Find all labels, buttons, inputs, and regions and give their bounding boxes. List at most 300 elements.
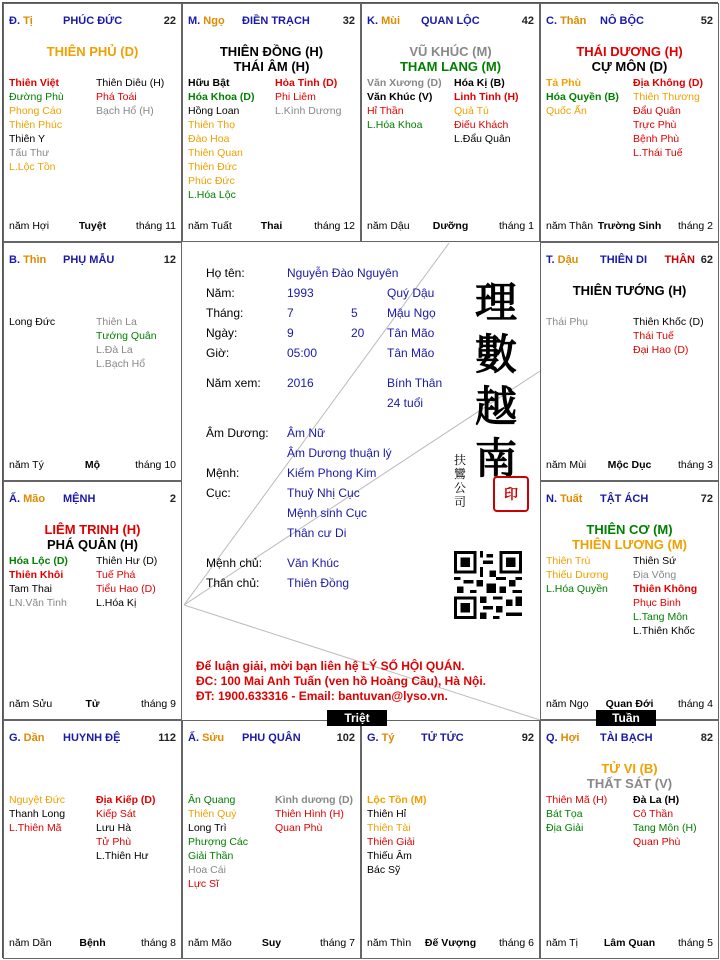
palace-year: năm Dậu bbox=[367, 220, 410, 232]
palace-year: năm Thân bbox=[546, 220, 594, 232]
main-stars bbox=[183, 44, 360, 74]
palace-month: tháng 6 bbox=[498, 937, 534, 949]
minor-star[interactable]: Văn Xương (D) bbox=[367, 77, 442, 89]
palace-branch: Dần bbox=[23, 732, 45, 744]
value-menh-chu: Văn Khúc bbox=[287, 556, 340, 570]
tuvi-board bbox=[2, 2, 718, 958]
minor-star[interactable]: Tướng Quân bbox=[96, 330, 157, 342]
minor-star[interactable]: Thiên La bbox=[96, 316, 137, 328]
minor-star[interactable]: Phá Toái bbox=[96, 91, 137, 103]
palace-footer bbox=[546, 220, 713, 233]
value-nam: 1993 bbox=[287, 286, 314, 300]
minor-star[interactable]: L.Thiên Khốc bbox=[633, 625, 695, 637]
palace-name: ĐIỀN TRẠCH bbox=[242, 15, 310, 27]
label-nam: Năm: bbox=[206, 286, 235, 300]
minor-star[interactable]: Địa Kiếp (D) bbox=[96, 794, 156, 806]
value-nam-xem-can: Bính Thân bbox=[387, 376, 443, 390]
palace-stem: M. bbox=[188, 15, 204, 27]
palace-branch: Tị bbox=[23, 15, 33, 27]
palace-name: TỬ TỨC bbox=[421, 732, 464, 744]
minor-star[interactable]: Bạch Hổ (H) bbox=[96, 105, 154, 117]
main-stars bbox=[4, 44, 181, 59]
palace-footer bbox=[9, 937, 176, 950]
minor-star[interactable]: Kiếp Sát bbox=[96, 808, 136, 820]
minor-star[interactable]: Đà La (H) bbox=[633, 794, 680, 806]
palace-age: 92 bbox=[521, 732, 534, 744]
main-star[interactable]: THIÊN ĐỒNG (H) bbox=[219, 44, 324, 59]
minor-star[interactable]: L.Hóa Lộc bbox=[188, 189, 236, 201]
main-star[interactable]: LIÊM TRINH (H) bbox=[44, 522, 141, 537]
palace-footer bbox=[367, 937, 534, 950]
minor-star[interactable]: Hoa Cái bbox=[188, 864, 226, 876]
palace-year: năm Tý bbox=[9, 459, 44, 471]
label-than-chu: Thân chủ: bbox=[206, 576, 260, 590]
value-am-duong: Âm Nữ bbox=[287, 426, 326, 440]
palace-name: THIÊN DI bbox=[600, 254, 648, 266]
main-star[interactable]: VŨ KHÚC (M) bbox=[409, 44, 492, 59]
palace-branch: Tuất bbox=[560, 493, 583, 505]
palace-name: NÔ BỘC bbox=[600, 15, 644, 27]
minor-star[interactable]: Thiên Không bbox=[633, 583, 698, 595]
minor-star[interactable]: Thái Phụ bbox=[546, 316, 589, 328]
minor-star[interactable]: Hữu Bật bbox=[188, 77, 230, 89]
palace-life-stage: Đế Vượng bbox=[424, 937, 477, 949]
palace-footer bbox=[367, 220, 534, 233]
palace-year: năm Hợi bbox=[9, 220, 50, 232]
minor-star[interactable]: L.Thiên Mã bbox=[9, 822, 62, 834]
palace-than-tag: THÂN bbox=[664, 254, 695, 266]
minor-star[interactable]: Giải Thần bbox=[188, 850, 234, 862]
minor-star[interactable]: Thiên Tài bbox=[367, 822, 411, 834]
main-star[interactable]: THIÊN CƠ (M) bbox=[586, 522, 673, 537]
label-nam-xem: Năm xem: bbox=[206, 376, 261, 390]
minor-star[interactable]: L.Lộc Tồn bbox=[9, 161, 56, 173]
palace-cell[interactable] bbox=[3, 3, 182, 242]
minor-star[interactable]: Hóa Khoa (D) bbox=[188, 91, 255, 103]
palace-month: tháng 3 bbox=[677, 459, 713, 471]
value-than-chu: Thiên Đồng bbox=[287, 576, 350, 590]
value-nam-xem: 2016 bbox=[287, 376, 314, 390]
palace-year: năm Ngọ bbox=[546, 698, 589, 710]
minor-star[interactable]: Đẩu Quân bbox=[633, 105, 681, 117]
value-ngay: 9 bbox=[287, 326, 294, 340]
main-stars bbox=[362, 44, 539, 74]
left-star-list bbox=[9, 793, 65, 835]
palace-life-stage: Dưỡng bbox=[432, 220, 469, 232]
main-star[interactable]: THẤT SÁT (V) bbox=[586, 776, 673, 791]
calligraphy-logo: 理數越南 bbox=[474, 278, 517, 483]
minor-star[interactable]: Hồng Loan bbox=[188, 105, 240, 117]
right-star-list bbox=[96, 793, 156, 863]
minor-star[interactable]: Phi Liêm bbox=[275, 91, 316, 103]
palace-age: 112 bbox=[158, 732, 176, 744]
value-menh: Kiếm Phong Kim bbox=[287, 466, 377, 480]
palace-life-stage: Mộc Dục bbox=[607, 459, 652, 471]
minor-star[interactable]: Thiên Y bbox=[9, 133, 45, 145]
palace-life-stage: Thai bbox=[260, 220, 283, 232]
palace-cell[interactable] bbox=[182, 720, 361, 959]
minor-star[interactable]: Hóa Quyền (B) bbox=[546, 91, 619, 103]
palace-cell[interactable] bbox=[540, 720, 719, 959]
minor-star[interactable]: Hỉ Thần bbox=[367, 105, 404, 117]
palace-header bbox=[546, 493, 713, 507]
minor-star[interactable]: Phượng Các bbox=[188, 836, 249, 848]
palace-name: TÀI BẠCH bbox=[600, 732, 653, 744]
left-star-list bbox=[9, 315, 55, 329]
minor-star[interactable]: Đại Hao (D) bbox=[633, 344, 689, 356]
right-star-list bbox=[96, 554, 157, 610]
minor-star[interactable]: Hóa Kị (B) bbox=[454, 77, 505, 89]
palace-cell[interactable] bbox=[3, 481, 182, 720]
palace-month: tháng 8 bbox=[140, 937, 176, 949]
palace-cell[interactable] bbox=[3, 720, 182, 959]
minor-star[interactable]: Văn Khúc (V) bbox=[367, 91, 433, 103]
palace-month: tháng 11 bbox=[135, 220, 176, 232]
main-stars bbox=[4, 522, 181, 552]
palace-header bbox=[546, 732, 713, 746]
minor-star[interactable]: Thiên Trù bbox=[546, 555, 591, 567]
minor-star[interactable]: Quan Phù bbox=[633, 836, 681, 848]
qr-code-icon[interactable] bbox=[454, 551, 522, 619]
minor-star[interactable]: Phúc Đức bbox=[188, 175, 235, 187]
palace-position bbox=[367, 15, 400, 27]
palace-position bbox=[9, 732, 44, 744]
main-star[interactable]: TỬ VI (B) bbox=[601, 761, 658, 776]
red-seal-stamp: 印 bbox=[493, 476, 529, 512]
minor-star[interactable]: Linh Tinh (H) bbox=[454, 91, 519, 103]
palace-year: năm Sửu bbox=[9, 698, 53, 710]
minor-star[interactable]: Trực Phù bbox=[633, 119, 677, 131]
minor-star[interactable]: L.Hóa Khoa bbox=[367, 119, 423, 131]
main-star[interactable]: THÁI ÂM (H) bbox=[233, 59, 310, 74]
minor-star[interactable]: Thiên Sứ bbox=[633, 555, 677, 567]
palace-stem: Ấ. bbox=[188, 732, 203, 744]
minor-star[interactable]: Thiên Hư (D) bbox=[96, 555, 158, 567]
minor-star[interactable]: Lực Sĩ bbox=[188, 878, 219, 890]
main-star[interactable]: THAM LANG (M) bbox=[399, 59, 502, 74]
minor-star[interactable]: Hóa Lộc (D) bbox=[9, 555, 68, 567]
palace-month: tháng 5 bbox=[677, 937, 713, 949]
minor-star[interactable]: Thiên Việt bbox=[9, 77, 59, 89]
minor-star[interactable]: Thái Tuế bbox=[633, 330, 674, 342]
palace-header bbox=[367, 732, 534, 746]
palace-branch: Mão bbox=[23, 493, 46, 505]
label-cuc: Cục: bbox=[206, 486, 231, 500]
label-gio: Giờ: bbox=[206, 346, 230, 360]
palace-footer bbox=[9, 698, 176, 711]
palace-name: PHU QUÂN bbox=[242, 732, 301, 744]
label-ho-ten: Họ tên: bbox=[206, 266, 245, 280]
palace-stem: G. bbox=[367, 732, 382, 744]
palace-cell[interactable] bbox=[182, 3, 361, 242]
minor-star[interactable]: Nguyệt Đức bbox=[9, 794, 66, 806]
label-menh: Mệnh: bbox=[206, 466, 240, 480]
palace-stem: K. bbox=[367, 15, 382, 27]
minor-star[interactable]: Long Trì bbox=[188, 822, 227, 834]
value-ho-ten: Nguyễn Đào Nguyên bbox=[287, 266, 399, 280]
minor-star[interactable]: Thiếu Âm bbox=[367, 850, 412, 862]
main-stars bbox=[541, 522, 718, 552]
palace-life-stage: Tuyệt bbox=[78, 220, 107, 232]
palace-year: năm Thìn bbox=[367, 937, 412, 949]
palace-cell[interactable] bbox=[540, 481, 719, 720]
minor-star[interactable]: Tấu Thư bbox=[9, 147, 50, 159]
palace-header bbox=[188, 15, 355, 29]
minor-star[interactable]: Thiên Thọ bbox=[188, 119, 236, 131]
palace-age: 72 bbox=[700, 493, 713, 505]
palace-branch: Tý bbox=[381, 732, 395, 744]
palace-branch: Thìn bbox=[23, 254, 47, 266]
palace-branch: Hợi bbox=[560, 732, 580, 744]
palace-life-stage: Trường Sinh bbox=[597, 220, 662, 232]
minor-star[interactable]: L.Đẩu Quân bbox=[454, 133, 511, 145]
palace-year: năm Mùi bbox=[546, 459, 587, 471]
palace-stem: Q. bbox=[546, 732, 561, 744]
palace-position bbox=[546, 732, 580, 744]
left-star-list bbox=[546, 793, 607, 835]
palace-name: PHỤ MẪU bbox=[63, 254, 115, 266]
palace-cell[interactable] bbox=[540, 3, 719, 242]
value-tuoi: 24 tuổi bbox=[387, 396, 424, 410]
main-star[interactable]: CỰ MÔN (D) bbox=[591, 59, 668, 74]
right-star-list bbox=[633, 554, 697, 638]
notice-line-1: Để luận giải, mời bạn liên hệ LÝ SỐ HỘI QUÁN. bbox=[196, 659, 465, 673]
value-gio: 05:00 bbox=[287, 346, 318, 360]
minor-star[interactable]: Thiên Mã (H) bbox=[546, 794, 608, 806]
notice-line-3[interactable]: ĐT: 1900.633316 - Email: bantuvan@lyso.vn. bbox=[196, 689, 448, 703]
value-cuc-3: Thân cư Di bbox=[287, 526, 347, 540]
main-star[interactable]: PHÁ QUÂN (H) bbox=[47, 537, 138, 552]
palace-month: tháng 10 bbox=[135, 459, 176, 471]
palace-name: HUYNH ĐỆ bbox=[63, 732, 121, 744]
tuan-label: Tuần bbox=[596, 710, 656, 726]
minor-star[interactable]: Thiên Hỉ bbox=[367, 808, 407, 820]
palace-cell[interactable] bbox=[540, 242, 719, 481]
palace-month: tháng 9 bbox=[140, 698, 176, 710]
left-star-list bbox=[367, 76, 442, 132]
palace-branch: Mùi bbox=[381, 15, 401, 27]
minor-star[interactable]: Phục Binh bbox=[633, 597, 681, 609]
palace-life-stage: Mộ bbox=[84, 459, 101, 471]
palace-cell[interactable] bbox=[3, 242, 182, 481]
palace-year: năm Tuất bbox=[188, 220, 232, 232]
minor-star[interactable]: Bác Sỹ bbox=[367, 864, 401, 876]
minor-star[interactable]: Thiên Đức bbox=[188, 161, 238, 173]
right-star-list bbox=[633, 793, 697, 849]
minor-star[interactable]: Tử Phù bbox=[96, 836, 132, 848]
palace-month: tháng 12 bbox=[314, 220, 355, 232]
right-star-list bbox=[633, 315, 704, 357]
palace-stem: Đ. bbox=[9, 15, 24, 27]
triet-label: Triệt bbox=[327, 710, 387, 726]
palace-header bbox=[9, 493, 176, 507]
value-cuc: Thuỷ Nhị Cục bbox=[287, 486, 360, 500]
minor-star[interactable]: Quả Tú bbox=[454, 105, 489, 117]
minor-star[interactable]: Thiên Thương bbox=[633, 91, 700, 103]
main-stars bbox=[541, 283, 718, 298]
palace-name: PHÚC ĐỨC bbox=[63, 15, 123, 27]
palace-age: 42 bbox=[521, 15, 534, 27]
minor-star[interactable]: Hỏa Tinh (D) bbox=[275, 77, 338, 89]
minor-star[interactable]: Lưu Hà bbox=[96, 822, 132, 834]
minor-star[interactable]: Địa Giải bbox=[546, 822, 584, 834]
palace-cell[interactable] bbox=[361, 720, 540, 959]
minor-star[interactable]: L.Thiên Hư bbox=[96, 850, 149, 862]
minor-star[interactable]: Long Đức bbox=[9, 316, 56, 328]
minor-star[interactable]: Quốc Ấn bbox=[546, 105, 587, 117]
palace-age: 2 bbox=[169, 493, 176, 505]
palace-month: tháng 2 bbox=[677, 220, 713, 232]
minor-star[interactable]: Địa Võng bbox=[633, 569, 677, 581]
palace-age: 12 bbox=[163, 254, 176, 266]
palace-position bbox=[546, 493, 582, 505]
palace-footer bbox=[546, 937, 713, 950]
value-thang: 7 bbox=[287, 306, 294, 320]
right-star-list bbox=[633, 76, 703, 160]
minor-star[interactable]: L.Kình Dương bbox=[275, 105, 342, 117]
palace-branch: Thân bbox=[560, 15, 587, 27]
palace-year: năm Mão bbox=[188, 937, 232, 949]
minor-star[interactable]: Thiên Diêu (H) bbox=[96, 77, 165, 89]
minor-star[interactable]: Thiên Quan bbox=[188, 147, 243, 159]
minor-star[interactable]: Thiên Khốc (D) bbox=[633, 316, 704, 328]
palace-month: tháng 4 bbox=[677, 698, 713, 710]
value-ngay-can: Tân Mão bbox=[387, 326, 435, 340]
minor-star[interactable]: Thiên Phúc bbox=[9, 119, 63, 131]
minor-star[interactable]: Thiên Quý bbox=[188, 808, 237, 820]
minor-star[interactable]: Đường Phù bbox=[9, 91, 64, 103]
right-star-list bbox=[275, 793, 353, 835]
minor-star[interactable]: Quan Phù bbox=[275, 822, 323, 834]
minor-star[interactable]: Điếu Khách bbox=[454, 119, 509, 131]
value-cuc-2: Mệnh sinh Cục bbox=[287, 506, 368, 520]
notice-line-2: ĐC: 100 Mai Anh Tuấn (ven hồ Hoàng Cầu), Hà Nội. bbox=[196, 674, 487, 688]
label-menh-chu: Mệnh chủ: bbox=[206, 556, 263, 570]
minor-star[interactable]: Thiếu Dương bbox=[546, 569, 609, 581]
left-star-list bbox=[546, 315, 588, 329]
palace-header bbox=[367, 15, 534, 29]
palace-position bbox=[546, 254, 578, 266]
minor-star[interactable]: L.Đà La bbox=[96, 344, 133, 356]
label-ngay: Ngày: bbox=[206, 326, 238, 340]
palace-footer bbox=[9, 459, 176, 472]
left-star-list bbox=[188, 793, 248, 891]
minor-star[interactable]: Thiên Hình (H) bbox=[275, 808, 344, 820]
value-nam-can: Quý Dậu bbox=[387, 286, 435, 300]
palace-month: tháng 7 bbox=[319, 937, 355, 949]
palace-footer bbox=[188, 937, 355, 950]
minor-star[interactable]: L.Thái Tuế bbox=[633, 147, 683, 159]
minor-star[interactable]: Phong Cáo bbox=[9, 105, 62, 117]
minor-star[interactable]: Thiên Giải bbox=[367, 836, 415, 848]
palace-age: 62 bbox=[700, 254, 713, 266]
palace-footer bbox=[188, 220, 355, 233]
label-thang: Tháng: bbox=[206, 306, 244, 320]
palace-position bbox=[367, 732, 395, 744]
minor-star[interactable]: Đào Hoa bbox=[188, 133, 230, 145]
minor-star[interactable]: Kình dương (D) bbox=[275, 794, 354, 806]
palace-life-stage: Quan Đới bbox=[605, 698, 654, 710]
minor-star[interactable]: Tang Môn (H) bbox=[633, 822, 697, 834]
minor-star[interactable]: Tam Thai bbox=[9, 583, 52, 595]
palace-age: 52 bbox=[700, 15, 713, 27]
right-star-list bbox=[275, 76, 341, 118]
minor-star[interactable]: LN.Văn Tinh bbox=[9, 597, 67, 609]
minor-star[interactable]: Bát Tọa bbox=[546, 808, 583, 820]
palace-year: năm Tị bbox=[546, 937, 578, 949]
palace-header bbox=[546, 254, 713, 268]
minor-star[interactable]: L.Hóa Quyền bbox=[546, 583, 608, 595]
palace-life-stage: Bệnh bbox=[79, 937, 106, 949]
center-info-panel bbox=[184, 243, 540, 720]
palace-position bbox=[546, 15, 586, 27]
palace-age: 22 bbox=[163, 15, 176, 27]
palace-branch: Ngọ bbox=[203, 15, 225, 27]
palace-position bbox=[9, 15, 33, 27]
minor-star[interactable]: Cô Thần bbox=[633, 808, 674, 820]
minor-star[interactable]: Tả Phù bbox=[546, 77, 582, 89]
left-star-list bbox=[188, 76, 255, 202]
minor-star[interactable]: Lộc Tồn (M) bbox=[367, 794, 427, 806]
minor-star[interactable]: Tiểu Hao (D) bbox=[96, 583, 156, 595]
palace-stem: Ấ. bbox=[9, 493, 24, 505]
main-star[interactable]: THÁI DƯƠNG (H) bbox=[576, 44, 683, 59]
palace-name: MỆNH bbox=[63, 493, 96, 505]
left-star-list bbox=[546, 554, 608, 596]
minor-star[interactable]: Địa Không (D) bbox=[633, 77, 703, 89]
palace-position bbox=[188, 732, 224, 744]
main-star[interactable]: THIÊN PHỦ (D) bbox=[46, 44, 139, 59]
palace-header bbox=[546, 15, 713, 29]
palace-branch: Sửu bbox=[202, 732, 225, 744]
palace-age: 82 bbox=[700, 732, 713, 744]
left-star-list bbox=[367, 793, 426, 877]
palace-header bbox=[9, 732, 176, 746]
right-star-list bbox=[96, 315, 157, 371]
minor-star[interactable]: Bệnh Phù bbox=[633, 133, 680, 145]
palace-life-stage: Suy bbox=[261, 937, 282, 949]
main-star[interactable]: THIÊN LƯƠNG (M) bbox=[571, 537, 688, 552]
minor-star[interactable]: L.Bạch Hổ bbox=[96, 358, 146, 370]
value-thang-am: 5 bbox=[351, 306, 358, 320]
palace-life-stage: Lâm Quan bbox=[603, 937, 656, 949]
palace-cell[interactable] bbox=[361, 3, 540, 242]
palace-header bbox=[9, 254, 176, 268]
calligraphy-small: 扶鸞公司 bbox=[454, 453, 467, 509]
palace-name: TẬT ÁCH bbox=[600, 493, 649, 505]
minor-star[interactable]: L.Hóa Kị bbox=[96, 597, 137, 609]
right-star-list bbox=[96, 76, 164, 118]
minor-star[interactable]: Ân Quang bbox=[188, 794, 236, 806]
minor-star[interactable]: L.Tang Môn bbox=[633, 611, 688, 623]
palace-footer bbox=[546, 459, 713, 472]
palace-stem: T. bbox=[546, 254, 558, 266]
palace-position bbox=[188, 15, 225, 27]
left-star-list bbox=[9, 76, 64, 174]
left-star-list bbox=[546, 76, 619, 118]
minor-star[interactable]: Thiên Khôi bbox=[9, 569, 64, 581]
palace-stem: N. bbox=[546, 493, 561, 505]
minor-star[interactable]: Tuế Phá bbox=[96, 569, 136, 581]
main-star[interactable]: THIÊN TƯỚNG (H) bbox=[572, 283, 687, 298]
palace-header bbox=[9, 15, 176, 29]
palace-branch: Dậu bbox=[557, 254, 579, 266]
value-thang-can: Mậu Ngọ bbox=[387, 306, 436, 320]
palace-age: 102 bbox=[336, 732, 355, 744]
contact-notice bbox=[196, 659, 486, 704]
minor-star[interactable]: Thanh Long bbox=[9, 808, 66, 820]
palace-stem: B. bbox=[9, 254, 24, 266]
